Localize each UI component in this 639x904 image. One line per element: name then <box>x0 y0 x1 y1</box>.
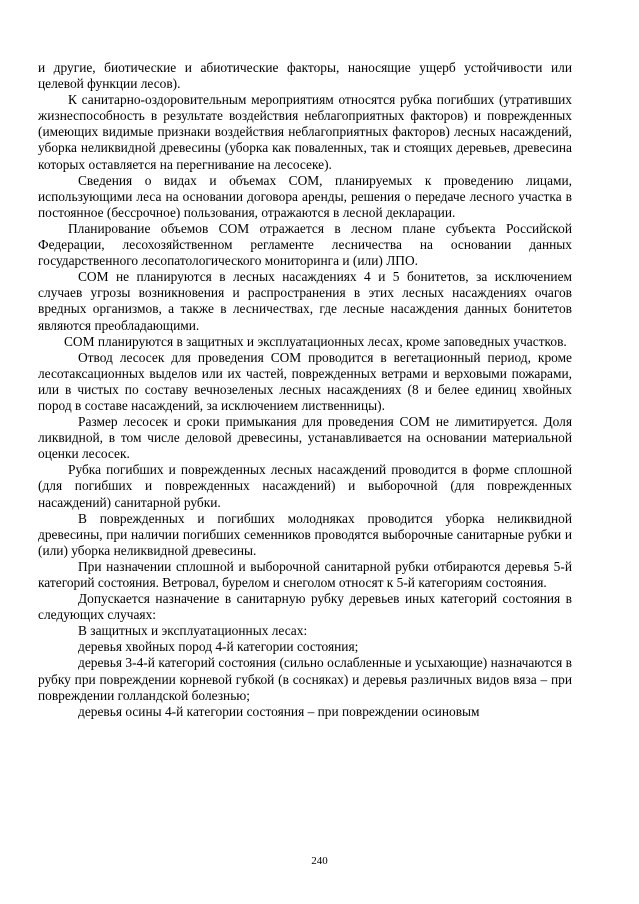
paragraph: Допускается назначение в санитарную рубку деревьев иных категорий состояния в следующих случаях: <box>38 591 572 623</box>
paragraph: В защитных и эксплуатационных лесах: <box>78 623 308 639</box>
paragraph: Отвод лесосек для проведения СОМ проводится в вегетационный период, кроме лесотаксационных выделов или их частей, поврежденных ветрами и верховыми пожарами, или в чистых по составу вечнозеленых лесных насаждениях (8 и белее единиц хвойных пород в составе насаждений, за исключением лиственницы). <box>38 349 572 413</box>
paragraph: деревья хвойных пород 4-й категории состояния; <box>78 639 359 655</box>
paragraph: деревья осины 4-й категории состояния – при повреждении осиновым <box>78 703 480 719</box>
paragraph: деревья 3-4-й категорий состояния (сильно ослабленные и усыхающие) назначаются в рубку при повреждении корневой губкой (в сосняках) и деревья различных видов вяза – при повреждении голландской болезнью; <box>38 655 572 703</box>
paragraph: Планирование объемов СОМ отражается в лесном плане субъекта Российской Федерации, лесохозяйственном регламенте лесничества на основании данных государственного лесопатологического мониторинга и (или) ЛПО. <box>38 220 572 269</box>
page-number: 240 <box>311 855 328 867</box>
paragraph: Размер лесосек и сроки примыкания для проведения СОМ не лимитируется. Доля ликвидной, в том числе деловой древесины, устанавливается на основании материальной оценки лесосек. <box>38 414 572 462</box>
paragraph: К санитарно-оздоровительным мероприятиям относятся рубка погибших (утративших жизнеспособность в результате воздействия неблагоприятных факторов) и поврежденных (имеющих видимые признаки воздействия неблагоприятных факторов) лесных насаждений, уборка неликвидной древесины (уборка как поваленных, так и стоящих деревьев, древесина которых оставляется на перегнивание на лесосеке). <box>38 92 572 172</box>
paragraph: В поврежденных и погибших молодняках проводится уборка неликвидной древесины, при наличии погибших семенников проводятся выборочные санитарные рубки и (или) уборка неликвидной древесины. <box>38 510 572 558</box>
body-text <box>38 60 572 720</box>
paragraph: СОМ не планируются в лесных насаждениях 4 и 5 бонитетов, за исключением случаев угрозы возникновения и распространения в этих лесных насаждениях очагов вредных организмов, а также в лесничествах, где лесные насаждения данных бонитетов являются преобладающими. <box>38 269 572 333</box>
paragraph: СОМ планируются в защитных и эксплуатационных лесах, кроме заповедных участков. <box>64 333 567 349</box>
paragraph: При назначении сплошной и выборочной санитарной рубки отбираются деревья 5-й категорий состояния. Ветровал, бурелом и снеголом относят к 5-й категориям состояния. <box>38 558 572 590</box>
paragraph: и другие, биотические и абиотические факторы, наносящие ущерб устойчивости или целевой функции лесов). <box>38 60 572 92</box>
paragraph: Сведения о видах и объемах СОМ, планируемых к проведению лицами, использующими леса на основании договора аренды, решения о передаче лесного участка в постоянное (бессрочное) пользования, отражаются в лесной декларации. <box>38 172 572 220</box>
paragraph: Рубка погибших и поврежденных лесных насаждений проводится в форме сплошной (для погибших и поврежденных насаждений) и выборочной (для поврежденных насаждений) санитарной рубки. <box>38 462 572 510</box>
